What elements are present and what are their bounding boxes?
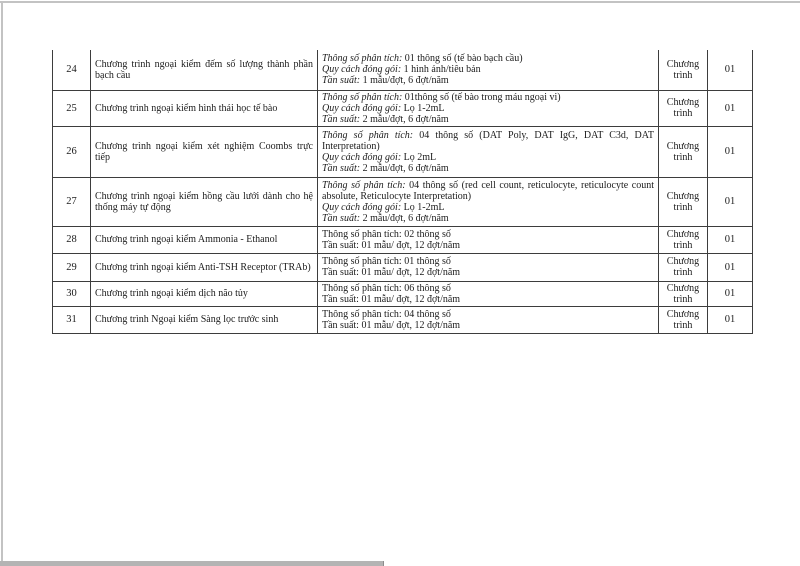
table-row bbox=[53, 306, 753, 333]
detail-label: Tần suất: bbox=[322, 239, 359, 251]
detail-label: Thông số phân tích: bbox=[322, 282, 402, 294]
table-row bbox=[53, 226, 753, 253]
detail-line bbox=[322, 213, 654, 224]
program-type: Chương trình bbox=[659, 126, 708, 177]
quantity: 01 bbox=[708, 226, 753, 253]
details-cell bbox=[318, 281, 659, 306]
detail-label: Tần suất: bbox=[322, 162, 361, 174]
detail-value: 2 mẫu/đợt, 6 đợt/năm bbox=[360, 162, 449, 174]
detail-label: Thông số phân tích: bbox=[322, 308, 402, 320]
program-name: Chương trình ngoại kiểm xét nghiệm Coombs trực tiếp bbox=[91, 126, 318, 177]
detail-line bbox=[322, 202, 654, 213]
details-cell bbox=[318, 253, 659, 281]
horizontal-scrollbar-thumb[interactable] bbox=[0, 561, 384, 566]
program-name: Chương trình ngoại kiểm hồng cầu lưới dành cho hệ thống máy tự động bbox=[91, 177, 318, 226]
program-name: Chương trình Ngoại kiểm Sàng lọc trước sinh bbox=[91, 306, 318, 333]
program-name: Chương trình ngoại kiểm đếm số lượng thành phần bạch cầu bbox=[91, 50, 318, 90]
detail-value: Lọ 1-2mL bbox=[401, 102, 445, 114]
detail-value: 2 mẫu/đợt, 6 đợt/năm bbox=[360, 113, 449, 125]
program-type: Chương trình bbox=[659, 50, 708, 90]
program-name: Chương trình ngoại kiểm Ammonia - Ethanol bbox=[91, 226, 318, 253]
detail-label: Quy cách đóng gói: bbox=[322, 64, 402, 76]
row-number: 26 bbox=[53, 126, 91, 177]
detail-line bbox=[322, 283, 654, 294]
details-cell bbox=[318, 226, 659, 253]
detail-label: Tần suất: bbox=[322, 267, 359, 278]
program-type: Chương trình bbox=[659, 177, 708, 226]
quantity: 01 bbox=[708, 177, 753, 226]
detail-line bbox=[322, 152, 654, 163]
detail-value: 01 mẫu/ đợt, 12 đợt/năm bbox=[358, 239, 461, 251]
detail-line bbox=[322, 103, 654, 114]
detail-line bbox=[322, 180, 654, 202]
detail-line bbox=[322, 130, 654, 152]
details-cell bbox=[318, 126, 659, 177]
page-border-top bbox=[0, 1, 800, 3]
detail-value: 04 thông số (DAT Poly, DAT IgG, DAT C3d, DAT Interpretation) bbox=[322, 129, 654, 152]
detail-value: 02 thông số bbox=[401, 228, 451, 240]
detail-value: 04 thông số bbox=[401, 308, 451, 320]
row-number: 30 bbox=[53, 281, 91, 306]
detail-line bbox=[322, 92, 654, 103]
program-name: Chương trình ngoại kiểm hình thái học tế bào bbox=[91, 90, 318, 126]
table-row bbox=[53, 126, 753, 177]
detail-value: 2 mẫu/đợt, 6 đợt/năm bbox=[360, 212, 449, 224]
quantity: 01 bbox=[708, 281, 753, 306]
detail-value: 01 mẫu/ đợt, 12 đợt/năm bbox=[358, 267, 461, 278]
detail-line bbox=[322, 294, 654, 305]
row-number: 24 bbox=[53, 50, 91, 90]
quantity: 01 bbox=[708, 50, 753, 90]
detail-label: Tần suất: bbox=[322, 113, 361, 125]
detail-value: Lọ 2mL bbox=[401, 151, 437, 163]
detail-value: 01 thông số bbox=[401, 256, 451, 267]
quantity: 01 bbox=[708, 253, 753, 281]
row-number: 28 bbox=[53, 226, 91, 253]
detail-label: Quy cách đóng gói: bbox=[322, 201, 402, 213]
detail-line bbox=[322, 267, 654, 278]
detail-value: 04 thông số (red cell count, reticulocyte, reticulocyte count absolute, Reticulocyte Interpretation) bbox=[322, 179, 654, 202]
program-name: Chương trình ngoại kiểm dịch não tủy bbox=[91, 281, 318, 306]
qc-programs-table bbox=[52, 50, 753, 334]
row-number: 25 bbox=[53, 90, 91, 126]
detail-value: 01 thông số (tế bào bạch cầu) bbox=[402, 53, 523, 65]
detail-label: Tần suất: bbox=[322, 212, 361, 224]
detail-label: Tần suất: bbox=[322, 319, 359, 331]
program-name: Chương trình ngoại kiểm Anti-TSH Receptor (TRAb) bbox=[91, 253, 318, 281]
table-row bbox=[53, 177, 753, 226]
detail-line bbox=[322, 256, 654, 267]
details-cell bbox=[318, 90, 659, 126]
quantity: 01 bbox=[708, 306, 753, 333]
detail-value: 1 mẫu/đợt, 6 đợt/năm bbox=[360, 75, 449, 87]
detail-value: 1 hình ảnh/tiêu bản bbox=[401, 64, 481, 76]
detail-line bbox=[322, 64, 654, 75]
detail-value: Lọ 1-2mL bbox=[401, 201, 445, 213]
quantity: 01 bbox=[708, 126, 753, 177]
detail-label: Tần suất: bbox=[322, 293, 359, 305]
detail-label: Thông số phân tích: bbox=[322, 228, 402, 240]
table-row bbox=[53, 281, 753, 306]
detail-label: Quy cách đóng gói: bbox=[322, 102, 402, 114]
table-row bbox=[53, 90, 753, 126]
detail-line bbox=[322, 114, 654, 125]
program-type: Chương trình bbox=[659, 281, 708, 306]
detail-label: Quy cách đóng gói: bbox=[322, 151, 402, 163]
page-border-left bbox=[1, 1, 3, 566]
row-number: 29 bbox=[53, 253, 91, 281]
detail-line bbox=[322, 75, 654, 86]
detail-label: Thông số phân tích: bbox=[322, 91, 403, 103]
row-number: 31 bbox=[53, 306, 91, 333]
row-number: 27 bbox=[53, 177, 91, 226]
detail-value: 06 thông số bbox=[401, 282, 451, 294]
detail-line bbox=[322, 53, 654, 64]
detail-value: 01 mẫu/ đợt, 12 đợt/năm bbox=[358, 293, 461, 305]
quantity: 01 bbox=[708, 90, 753, 126]
details-cell bbox=[318, 50, 659, 90]
program-type: Chương trình bbox=[659, 90, 708, 126]
details-cell bbox=[318, 177, 659, 226]
detail-line bbox=[322, 320, 654, 331]
program-type: Chương trình bbox=[659, 253, 708, 281]
table-row bbox=[53, 253, 753, 281]
detail-value: 01thông số (tế bào trong máu ngoại vi) bbox=[402, 91, 561, 103]
detail-label: Thông số phân tích: bbox=[322, 129, 414, 141]
detail-line bbox=[322, 229, 654, 240]
detail-label: Thông số phân tích: bbox=[322, 256, 402, 267]
program-type: Chương trình bbox=[659, 226, 708, 253]
detail-label: Thông số phân tích: bbox=[322, 179, 406, 191]
detail-line bbox=[322, 240, 654, 251]
details-cell bbox=[318, 306, 659, 333]
detail-label: Tần suất: bbox=[322, 75, 361, 87]
detail-line bbox=[322, 163, 654, 174]
detail-value: 01 mẫu/ đợt, 12 đợt/năm bbox=[358, 319, 461, 331]
table-row bbox=[53, 50, 753, 90]
detail-label: Thông số phân tích: bbox=[322, 53, 403, 65]
program-type: Chương trình bbox=[659, 306, 708, 333]
detail-line bbox=[322, 309, 654, 320]
